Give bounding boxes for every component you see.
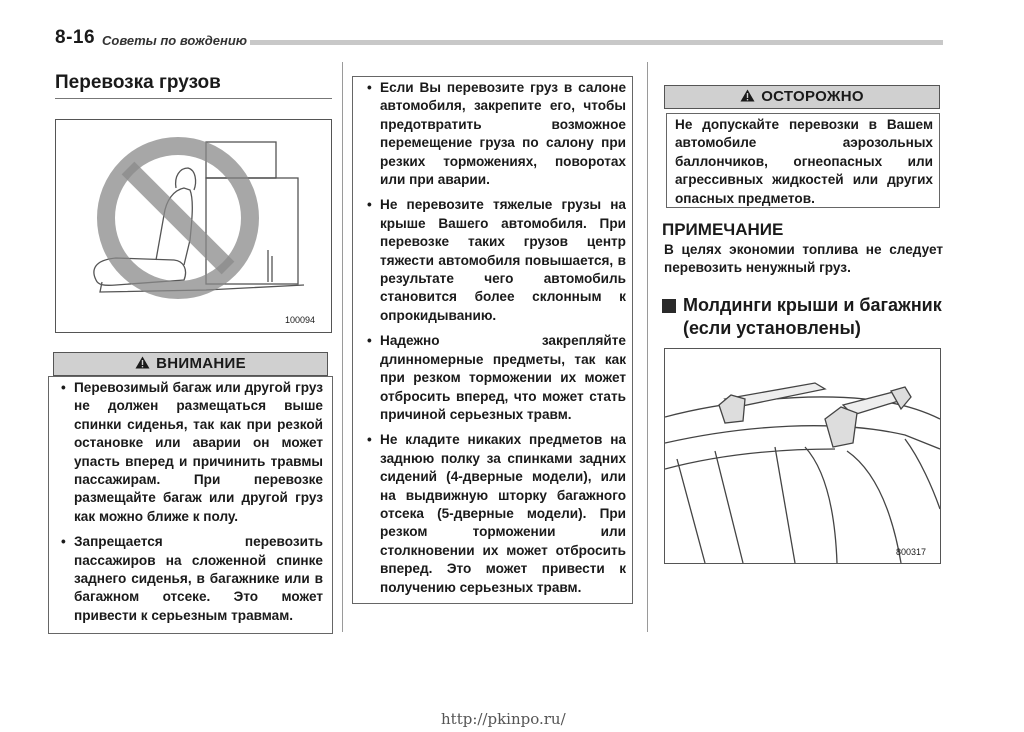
section-title-rule — [55, 98, 332, 99]
caution-heading — [664, 85, 940, 109]
list-item: • Если Вы перевозите груз в салоне автомобиля, закрепите его, чтобы предотвратить возможное перемещение груза по салону при резких торможениях, поворотах или при аварии. — [364, 79, 626, 189]
subsection-title: Молдинги крыши и багажник (если установлены) — [683, 295, 942, 338]
cargo-rules-list — [364, 79, 626, 604]
note-text: В целях экономии топлива не следует перевозить ненужный груз. — [664, 242, 943, 276]
list-item: • Перевозимый багаж или другой груз не должен размещаться выше спинки сиденья, так как при резкой остановке или аварии он может упасть вперед и причинить травмы пассажирам. При перевозке размещайте багаж или другой груз как можно ближе к полу. — [58, 379, 323, 526]
header-rule — [250, 40, 943, 45]
column-divider-left — [342, 62, 343, 632]
illustration-no-cargo-above-seat — [55, 119, 332, 333]
section-name: Советы по вождению — [102, 33, 248, 48]
column-divider-right — [647, 62, 648, 632]
warning-heading — [53, 352, 328, 376]
list-item: • Не кладите никаких предметов на заднюю полку за спинками задних сидений (4-дверные модели), или на выдвижную шторку багажного отсека (5-дверные модели). При резком торможении или столкновении их может отбросить вперед. Это может привести к получению серьезных травм. — [364, 431, 626, 597]
section-title: Перевозка грузов — [55, 72, 221, 93]
caution-heading-text: ОСТОРОЖНО — [761, 88, 864, 105]
list-item: • Не перевозите тяжелые грузы на крыше Вашего автомобиля. При перевозке таких грузов центр тяжести автомобиля повышается, в результате чего автомобиль становится более склонным к опрокидыванию. — [364, 196, 626, 325]
list-item: • Запрещается перевозить пассажиров на сложенной спинке заднего сиденья, в багажнике или в багажном отсеке. Это может привести к серьезным травмам. — [58, 533, 323, 625]
prohibited-seat-cargo-icon — [56, 120, 331, 332]
page-number: 8-16 — [55, 27, 96, 48]
figure-code: 800317 — [896, 547, 927, 557]
footer-url[interactable]: http://pkinpo.ru/ — [441, 710, 566, 728]
warning-triangle-icon — [740, 87, 755, 109]
figure-code: 100094 — [285, 315, 316, 325]
caution-text: Не допускайте перевозки в Вашем автомобиле аэрозольных баллончиков, огнеопасных или агрессивных жидкостей или других опасных предметов. — [675, 117, 933, 206]
subsection-square-marker — [662, 299, 676, 313]
illustration-roof-rack — [664, 348, 941, 564]
warning-heading-text: ВНИМАНИЕ — [156, 355, 246, 372]
note-heading: ПРИМЕЧАНИЕ — [662, 220, 784, 239]
warning-list — [58, 379, 323, 632]
roof-rack-car-icon — [665, 349, 940, 563]
list-item: • Надежно закрепляйте длинномерные предметы, так как при резком торможении их может отбросить вперед, что может стать причиной серьезных травм. — [364, 332, 626, 424]
warning-triangle-icon — [135, 354, 150, 376]
